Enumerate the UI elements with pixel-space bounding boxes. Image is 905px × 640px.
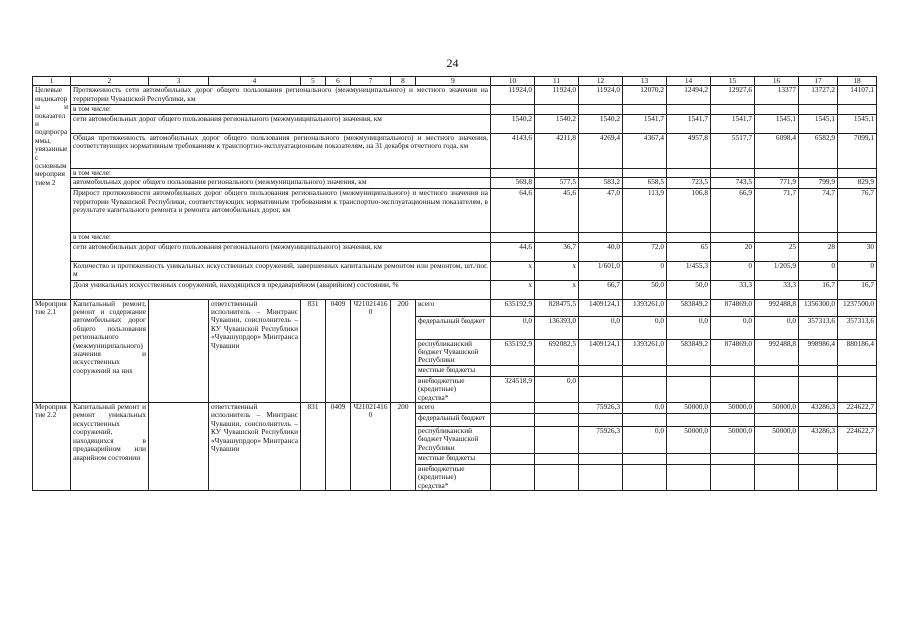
indicator-value: 569,8 <box>491 178 535 189</box>
budget-code-section: 0409 <box>326 299 351 402</box>
funding-value <box>667 465 711 491</box>
indicator-value: 16,7 <box>838 280 877 299</box>
indicator-value <box>579 233 623 242</box>
indicator-value: 113,9 <box>623 189 667 233</box>
indicator-value <box>535 105 579 114</box>
indicator-value <box>623 105 667 114</box>
funding-source: федеральный бюджет <box>416 414 491 427</box>
indicator-value: 47,0 <box>579 189 623 233</box>
indicator-row <box>33 178 877 189</box>
funding-value <box>799 376 838 402</box>
funding-value: 635192,9 <box>491 299 535 316</box>
indicator-value: 1540,2 <box>579 114 623 133</box>
indicator-value: 65 <box>667 242 711 261</box>
indicator-value <box>799 105 838 114</box>
indicator-value: 11924,0 <box>491 86 535 105</box>
indicator-value <box>838 168 877 177</box>
indicator-value: x <box>491 280 535 299</box>
indicator-value: 11924,0 <box>535 86 579 105</box>
indicator-value: 16,7 <box>799 280 838 299</box>
indicator-row <box>33 133 877 168</box>
funding-value <box>579 414 623 427</box>
funding-source: внебюджетные (кредитные) средства* <box>416 376 491 402</box>
measure-label: Мероприятие 2.1 <box>33 299 71 402</box>
indicator-value: 50,0 <box>667 280 711 299</box>
funding-value <box>623 376 667 402</box>
indicator-value <box>491 233 535 242</box>
funding-value: 1356300,0 <box>799 299 838 316</box>
funding-value: 324518,9 <box>491 376 535 402</box>
funding-value: 0,0 <box>579 316 623 339</box>
funding-value: 1393261,0 <box>623 339 667 365</box>
indicator-row <box>33 86 877 105</box>
funding-value <box>579 376 623 402</box>
funding-value <box>491 454 535 465</box>
funding-value: 1409124,1 <box>579 339 623 365</box>
indicator-value: 577,5 <box>535 178 579 189</box>
indicator-value: 74,7 <box>799 189 838 233</box>
funding-value <box>755 365 799 376</box>
funding-source: республиканский бюджет Чувашской Республики <box>416 427 491 454</box>
indicator-value <box>838 233 877 242</box>
funding-value <box>535 454 579 465</box>
indicator-value: 1541,7 <box>667 114 711 133</box>
funding-value <box>711 365 755 376</box>
funding-value <box>667 414 711 427</box>
funding-value <box>623 454 667 465</box>
funding-value <box>535 365 579 376</box>
indicator-value: 36,7 <box>535 242 579 261</box>
program-table <box>32 76 877 491</box>
budget-code-target: Ч210214160 <box>351 403 391 491</box>
indicator-value: 20 <box>711 242 755 261</box>
indicator-value: 0 <box>838 261 877 280</box>
indicators-label: Целевые индикаторы и показатели подпрограммы, увязанные с основным мероприятием 2 <box>33 86 71 299</box>
column-number: 14 <box>667 77 711 86</box>
indicator-value: 4367,4 <box>623 133 667 168</box>
funding-value <box>711 414 755 427</box>
indicator-value <box>755 168 799 177</box>
indicator-value <box>623 233 667 242</box>
funding-value <box>711 465 755 491</box>
indicator-value <box>799 233 838 242</box>
column-number: 13 <box>623 77 667 86</box>
indicator-text: Общая протяженность автомобильных дорог общего пользования регионального (межмуниципального) и местного значения, соответствующих нормативным требованиям к транспортно-эксплуатационным показателям, на 31 декабря отчетного года, км <box>71 133 491 168</box>
indicator-value <box>711 105 755 114</box>
funding-value <box>535 414 579 427</box>
funding-value: 992488,8 <box>755 299 799 316</box>
page-number: 24 <box>446 56 459 70</box>
funding-value <box>491 365 535 376</box>
measure-name: Капитальный ремонт и ремонт уникальных искусственных сооружений, находящихся в предаварийном или аварийном состоянии <box>71 403 149 491</box>
indicator-value: 829,9 <box>838 178 877 189</box>
empty-cell <box>149 403 209 491</box>
funding-value <box>667 365 711 376</box>
column-number: 6 <box>326 77 351 86</box>
column-number: 18 <box>838 77 877 86</box>
funding-value: 357313,6 <box>838 316 877 339</box>
funding-value: 583849,2 <box>667 339 711 365</box>
indicator-text: в том числе: <box>71 105 491 114</box>
indicator-value: 658,5 <box>623 178 667 189</box>
budget-code-type: 200 <box>391 403 416 491</box>
indicator-value: 28 <box>799 242 838 261</box>
funding-value <box>667 376 711 402</box>
indicator-value: 0 <box>799 261 838 280</box>
funding-value: 828475,5 <box>535 299 579 316</box>
budget-code-type: 200 <box>391 299 416 402</box>
indicator-text: сети автомобильных дорог общего пользования регионального (межмуниципального) значения, км <box>71 242 491 261</box>
indicator-value: 4957,8 <box>667 133 711 168</box>
indicator-value: 799,9 <box>799 178 838 189</box>
funding-source: местные бюджеты <box>416 454 491 465</box>
column-number: 1 <box>33 77 71 86</box>
funding-source: внебюджетные (кредитные) средства* <box>416 465 491 491</box>
funding-value <box>491 427 535 454</box>
funding-value: 50000,0 <box>711 427 755 454</box>
funding-value: 874869,0 <box>711 339 755 365</box>
indicator-value: 106,8 <box>667 189 711 233</box>
indicator-value: x <box>491 261 535 280</box>
funding-value: 0,0 <box>623 403 667 414</box>
funding-value: 0,0 <box>623 427 667 454</box>
funding-value <box>579 465 623 491</box>
indicator-row <box>33 242 877 261</box>
funding-value: 0,0 <box>491 316 535 339</box>
indicator-value: 50,0 <box>623 280 667 299</box>
funding-value: 992488,8 <box>755 339 799 365</box>
funding-value <box>491 465 535 491</box>
funding-value: 50000,0 <box>711 403 755 414</box>
funding-value: 998986,4 <box>799 339 838 365</box>
funding-value <box>623 465 667 491</box>
indicator-value <box>711 233 755 242</box>
indicator-value <box>755 105 799 114</box>
indicator-value <box>491 168 535 177</box>
indicator-value <box>838 105 877 114</box>
indicator-value <box>535 233 579 242</box>
funding-value <box>799 454 838 465</box>
indicator-value: x <box>535 280 579 299</box>
indicator-value: 1540,2 <box>491 114 535 133</box>
budget-code-grbs: 831 <box>301 403 326 491</box>
funding-value: 224622,7 <box>838 403 877 414</box>
indicator-value <box>579 105 623 114</box>
indicator-value: 1/601,0 <box>579 261 623 280</box>
funding-value: 50000,0 <box>755 427 799 454</box>
column-number: 9 <box>416 77 491 86</box>
column-number: 15 <box>711 77 755 86</box>
column-number: 11 <box>535 77 579 86</box>
funding-value <box>535 403 579 414</box>
indicator-value <box>711 168 755 177</box>
funding-value: 43286,3 <box>799 427 838 454</box>
indicator-value: 30 <box>838 242 877 261</box>
funding-value <box>838 465 877 491</box>
budget-code-section: 0409 <box>326 403 351 491</box>
indicator-value: 1541,7 <box>623 114 667 133</box>
indicator-value: 723,5 <box>667 178 711 189</box>
funding-value: 136393,0 <box>535 316 579 339</box>
indicator-value <box>667 105 711 114</box>
indicator-text: в том числе: <box>71 233 491 242</box>
funding-value <box>579 454 623 465</box>
funding-value <box>755 454 799 465</box>
funding-value: 0,0 <box>623 316 667 339</box>
indicator-value: 1541,7 <box>711 114 755 133</box>
funding-value: 1409124,1 <box>579 299 623 316</box>
indicator-value: 66,9 <box>711 189 755 233</box>
funding-value: 0,0 <box>755 316 799 339</box>
column-number: 2 <box>71 77 149 86</box>
indicator-value: 33,3 <box>755 280 799 299</box>
column-number: 16 <box>755 77 799 86</box>
funding-value: 75926,3 <box>579 427 623 454</box>
indicator-value: 4269,4 <box>579 133 623 168</box>
column-number-row <box>33 77 877 86</box>
column-number: 10 <box>491 77 535 86</box>
indicator-row <box>33 189 877 233</box>
funding-value: 1237500,0 <box>838 299 877 316</box>
indicator-value: 0 <box>711 261 755 280</box>
funding-value <box>535 465 579 491</box>
funding-value: 0,0 <box>667 316 711 339</box>
indicator-value: 72,0 <box>623 242 667 261</box>
indicator-value: 11924,0 <box>579 86 623 105</box>
indicator-value: 1545,1 <box>755 114 799 133</box>
indicator-value: 12494,2 <box>667 86 711 105</box>
indicator-value: 12070,2 <box>623 86 667 105</box>
funding-value: 357313,6 <box>799 316 838 339</box>
funding-source: республиканский бюджет Чувашской Республики <box>416 339 491 365</box>
funding-value <box>838 365 877 376</box>
funding-value: 43286,3 <box>799 403 838 414</box>
measure-name: Капитальный ремонт, ремонт и содержание автомобильных дорог общего пользования регионального (межмуниципального) значения и искусственных сооружений на них <box>71 299 149 402</box>
funding-value: 0,0 <box>711 316 755 339</box>
funding-value <box>799 465 838 491</box>
indicator-text: автомобильных дорог общего пользования регионального (межмуниципального) значения, км <box>71 178 491 189</box>
funding-value <box>755 376 799 402</box>
funding-value <box>799 365 838 376</box>
funding-value <box>755 414 799 427</box>
funding-value: 880186,4 <box>838 339 877 365</box>
indicator-value: 743,5 <box>711 178 755 189</box>
funding-value: 224622,7 <box>838 427 877 454</box>
indicator-value: 40,0 <box>579 242 623 261</box>
indicator-value: 583,2 <box>579 178 623 189</box>
funding-value <box>838 376 877 402</box>
indicator-value: 6582,9 <box>799 133 838 168</box>
funding-value <box>711 454 755 465</box>
indicator-value: x <box>535 261 579 280</box>
funding-value: 50000,0 <box>667 403 711 414</box>
indicator-value <box>755 233 799 242</box>
funding-value <box>711 376 755 402</box>
indicator-value <box>535 168 579 177</box>
indicator-value: 0 <box>623 261 667 280</box>
indicator-row <box>33 280 877 299</box>
indicator-value: 33,3 <box>711 280 755 299</box>
indicator-text: Протяженность сети автомобильных дорог общего пользования регионального (межмуниципального) и местного значения на территории Чувашской Республики, км <box>71 86 491 105</box>
funding-value <box>838 454 877 465</box>
measure-funding-row <box>33 403 877 414</box>
funding-source: всего <box>416 403 491 414</box>
indicator-value: 1/455,3 <box>667 261 711 280</box>
indicator-value <box>799 168 838 177</box>
indicator-value: 25 <box>755 242 799 261</box>
indicator-value: 76,7 <box>838 189 877 233</box>
indicator-row <box>33 114 877 133</box>
column-number: 3 <box>149 77 209 86</box>
funding-value <box>755 465 799 491</box>
indicator-value: 13727,2 <box>799 86 838 105</box>
funding-value: 50000,0 <box>667 427 711 454</box>
measure-funding-row <box>33 299 877 316</box>
indicator-value: 66,7 <box>579 280 623 299</box>
indicator-text: в том числе: <box>71 168 491 177</box>
indicator-value: 71,7 <box>755 189 799 233</box>
funding-source: местные бюджеты <box>416 365 491 376</box>
indicator-value <box>667 168 711 177</box>
budget-code-grbs: 831 <box>301 299 326 402</box>
column-number: 7 <box>351 77 391 86</box>
indicator-value <box>667 233 711 242</box>
indicator-value: 12927,6 <box>711 86 755 105</box>
indicator-row <box>33 105 877 114</box>
funding-value <box>579 365 623 376</box>
indicator-value: 771,9 <box>755 178 799 189</box>
funding-value <box>623 414 667 427</box>
indicator-value <box>623 168 667 177</box>
funding-value <box>535 427 579 454</box>
funding-value: 692082,5 <box>535 339 579 365</box>
empty-cell <box>149 299 209 402</box>
funding-value: 583849,2 <box>667 299 711 316</box>
indicator-value: 4211,8 <box>535 133 579 168</box>
indicator-value: 7099,1 <box>838 133 877 168</box>
indicator-row <box>33 233 877 242</box>
indicator-value: 13377 <box>755 86 799 105</box>
indicator-value: 4143,6 <box>491 133 535 168</box>
funding-source: всего <box>416 299 491 316</box>
indicator-value: 1/205,9 <box>755 261 799 280</box>
indicator-value: 64,6 <box>491 189 535 233</box>
funding-value <box>799 414 838 427</box>
funding-source: федеральный бюджет <box>416 316 491 339</box>
indicator-value: 5517,7 <box>711 133 755 168</box>
indicator-row <box>33 168 877 177</box>
indicator-value <box>491 105 535 114</box>
funding-value: 0,0 <box>535 376 579 402</box>
indicator-value: 44,6 <box>491 242 535 261</box>
funding-value <box>491 403 535 414</box>
indicator-text: Прирост протяженности автомобильных дорог общего пользования регионального (межмуниципального) и местного значения на территории Чувашской Республики, соответствующих нормативным требованиям к транспортно-эксплуатационным показателям, в результате капитального ремонта и ремонта автомобильных дорог, км <box>71 189 491 233</box>
funding-value <box>667 454 711 465</box>
measure-label: Мероприятие 2.2 <box>33 403 71 491</box>
indicator-value: 1545,1 <box>838 114 877 133</box>
budget-code-target: Ч210214160 <box>351 299 391 402</box>
indicator-value: 1545,1 <box>799 114 838 133</box>
indicator-row <box>33 261 877 280</box>
column-number: 8 <box>391 77 416 86</box>
funding-value <box>838 414 877 427</box>
column-number: 17 <box>799 77 838 86</box>
indicator-value: 6098,4 <box>755 133 799 168</box>
column-number: 4 <box>209 77 301 86</box>
funding-value: 874869,0 <box>711 299 755 316</box>
indicator-text: Доля уникальных искусственных сооружений, находящихся в предаварийном (аварийном) состоянии, % <box>71 280 491 299</box>
indicator-value <box>579 168 623 177</box>
indicator-text: Количество и протяженность уникальных искусственных сооружений, завершенных капитальным ремонтом или ремонтом, шт./пог. м <box>71 261 491 280</box>
indicator-value: 14107,1 <box>838 86 877 105</box>
funding-value: 1393261,0 <box>623 299 667 316</box>
funding-value: 75926,3 <box>579 403 623 414</box>
column-number: 12 <box>579 77 623 86</box>
funding-value <box>623 365 667 376</box>
column-number: 5 <box>301 77 326 86</box>
funding-value: 635192,9 <box>491 339 535 365</box>
funding-value <box>491 414 535 427</box>
indicator-value: 1540,2 <box>535 114 579 133</box>
funding-value: 50000,0 <box>755 403 799 414</box>
indicator-value: 45,6 <box>535 189 579 233</box>
measure-executor: ответственный исполнитель – Минтранс Чувашии, соисполнитель – КУ Чувашской Республики «Чувашупрдор» Минтранса Чувашии <box>209 403 301 491</box>
indicator-text: сети автомобильных дорог общего пользования регионального (межмуниципального) значения, км <box>71 114 491 133</box>
measure-executor: ответственный исполнитель – Минтранс Чувашии, соисполнитель – КУ Чувашской Республики «Чувашупрдор» Минтранса Чувашии <box>209 299 301 402</box>
